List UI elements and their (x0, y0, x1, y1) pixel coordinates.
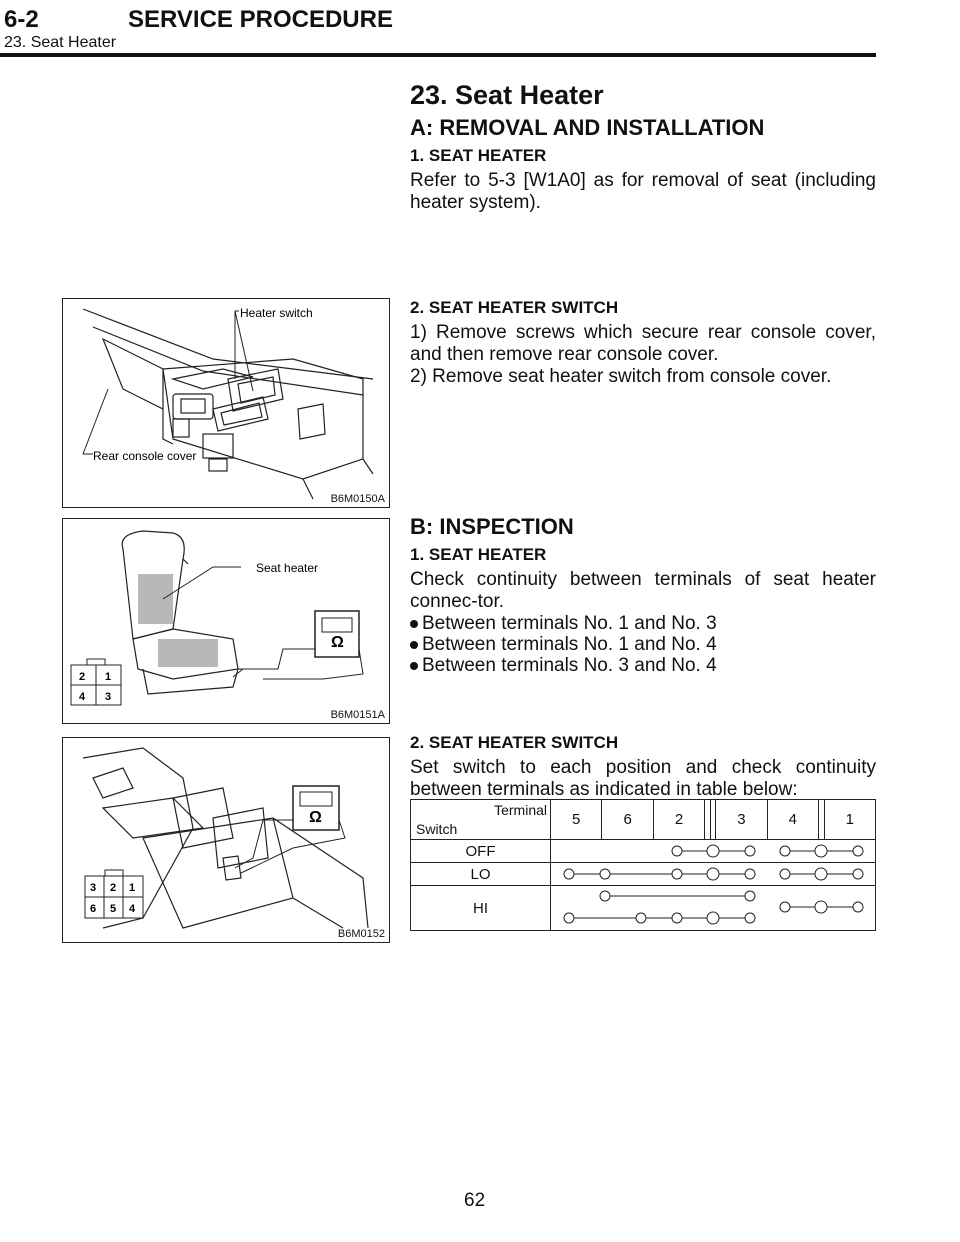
switch-removal-title: 2. SEAT HEATER SWITCH (410, 298, 619, 317)
label-heater-switch: Heater switch (240, 306, 313, 320)
pin-2: 2 (79, 671, 86, 683)
continuity-table (410, 799, 876, 931)
page-number: 62 (464, 1190, 486, 1211)
chapter-title: SERVICE PROCEDURE (128, 6, 393, 33)
bullet-dot (410, 662, 418, 670)
inspection-bullet-2: Between terminals No. 1 and No. 4 (410, 634, 876, 655)
switch-inspection-title: 2. SEAT HEATER SWITCH (410, 733, 619, 752)
seat-heater-illustration (63, 519, 389, 723)
row-hi-pattern (551, 886, 876, 931)
row-label-hi: HI (411, 886, 551, 931)
bullet-dot (410, 641, 418, 649)
ohm-symbol: Ω (309, 809, 322, 826)
switch-removal-step2: 2) Remove seat heater switch from console cover. (410, 366, 832, 387)
removal-heading: A: REMOVAL AND INSTALLATION (410, 115, 765, 140)
continuity-hi (551, 886, 875, 930)
label-seat-heater: Seat heater (256, 561, 319, 575)
terminal-header: 1 (824, 800, 875, 840)
pin-1: 1 (129, 882, 136, 894)
row-lo-pattern (551, 863, 876, 886)
inspection-bullet-3: Between terminals No. 3 and No. 4 (410, 655, 876, 676)
terminal-header: 2 (653, 800, 704, 840)
row-label-off: OFF (411, 840, 551, 863)
corner-switch: Switch (416, 821, 458, 837)
figure-heater-switch (62, 737, 390, 943)
switch-removal-step1: 1) Remove screws which secure rear console cover, and then remove rear console cover. (410, 322, 876, 365)
console-cover-illustration (63, 299, 389, 507)
header-rule (0, 53, 876, 57)
switch-inspection-text: Set switch to each position and check continuity between terminals as indicated in table below: (410, 757, 876, 800)
pin-3: 3 (90, 882, 97, 894)
chapter-code: 6-2 (4, 6, 39, 33)
figure-id: B6M0151A (330, 709, 385, 721)
pin-6: 6 (90, 903, 97, 915)
continuity-off (551, 840, 875, 862)
terminal-header: 4 (767, 800, 818, 840)
figure-console-cover (62, 298, 390, 508)
pin-3: 3 (105, 691, 112, 703)
chapter-subtitle: 23. Seat Heater (4, 34, 117, 51)
inspection-bullet-1: Between terminals No. 1 and No. 3 (410, 613, 876, 634)
seat-heater-removal-text: Refer to 5-3 [W1A0] as for removal of seat (including heater system). (410, 170, 876, 213)
pin-1: 1 (105, 671, 112, 683)
seat-heater-inspection-text: Check continuity between terminals of seat heater connec-tor. (410, 569, 876, 612)
ohm-symbol: Ω (331, 634, 344, 651)
terminal-header: 3 (716, 800, 767, 840)
pin-5: 5 (110, 903, 117, 915)
terminal-header: 5 (551, 800, 602, 840)
label-rear-console-cover: Rear console cover (93, 449, 197, 463)
pin-4: 4 (79, 691, 86, 703)
seat-heater-inspection-title: 1. SEAT HEATER (410, 545, 547, 564)
pin-2: 2 (110, 882, 117, 894)
figure-seat-heater (62, 518, 390, 724)
bullet-dot (410, 620, 418, 628)
figure-id: B6M0150A (330, 493, 385, 505)
section-title: 23. Seat Heater (410, 80, 604, 110)
continuity-lo (551, 863, 875, 885)
heater-switch-illustration (63, 738, 389, 942)
table-corner (411, 800, 551, 840)
seat-heater-removal-title: 1. SEAT HEATER (410, 146, 547, 165)
figure-id: B6M0152 (337, 928, 385, 940)
corner-terminal: Terminal (494, 802, 547, 818)
inspection-heading: B: INSPECTION (410, 514, 574, 539)
row-off-pattern (551, 840, 876, 863)
row-label-lo: LO (411, 863, 551, 886)
terminal-header: 6 (602, 800, 653, 840)
pin-4: 4 (129, 903, 136, 915)
